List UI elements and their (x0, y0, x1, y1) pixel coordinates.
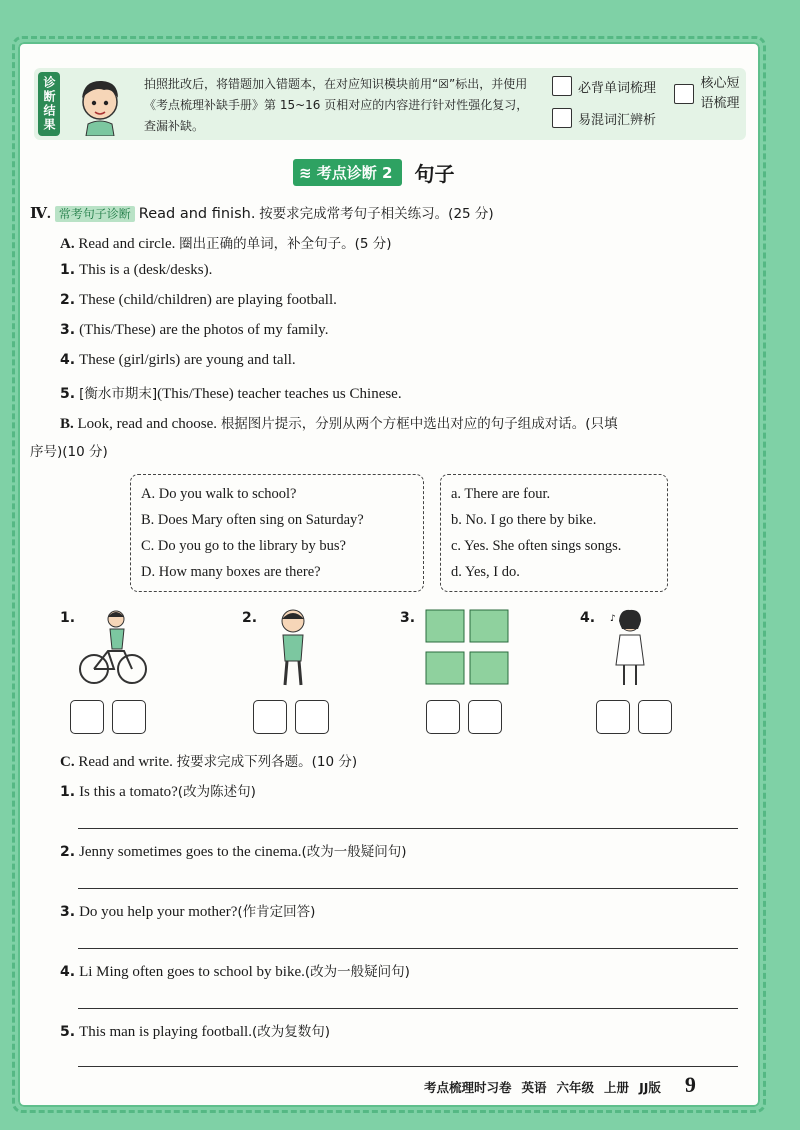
diagnosis-tag: 诊断结果 (38, 72, 60, 136)
page-number: 9 (684, 1072, 696, 1097)
part-c-item-3: 3. Do you help your mother?(作肯定回答) (60, 904, 316, 920)
answer-line-3[interactable] (78, 948, 738, 949)
checkbox-must-words[interactable]: 必背单词梳理 (552, 76, 656, 96)
boy-avatar-icon (68, 72, 132, 136)
boy-walking-icon (273, 607, 313, 689)
picture-4-answer-boxes[interactable] (596, 700, 672, 734)
part-a-item-4: 4. These (girl/girls) are young and tall. (60, 352, 296, 368)
girl-singing-icon (608, 607, 652, 689)
footer-grade: 六年级 (556, 1080, 595, 1095)
part-c-item-5: 5. This man is playing football.(改为复数句) (60, 1024, 331, 1040)
part-c-heading: C. Read and write. 按要求完成下列各题。(10 分) (60, 754, 358, 770)
part-a-item-1: 1. This is a (desk/desks). (60, 262, 213, 278)
answer-c: c. Yes. She often sings songs. (451, 538, 622, 554)
part-a-item-3: 3. (This/These) are the photos of my family. (60, 322, 329, 338)
answer-d: d. Yes, I do. (451, 564, 520, 580)
answer-line-5[interactable] (78, 1066, 738, 1067)
question-tag: 常考句子诊断 (55, 206, 135, 222)
answer-a: a. There are four. (451, 486, 551, 502)
part-c-item-2: 2. Jenny sometimes goes to the cinema.(改为一般疑问句) (60, 844, 407, 860)
section-badge: ≋ 考点诊断 2 (293, 159, 402, 186)
footer-book: 考点梳理时习卷 (424, 1080, 512, 1095)
footer-subject: 英语 (521, 1080, 547, 1095)
part-c-item-4: 4. Li Ming often goes to school by bike.(改为一般疑问句) (60, 964, 410, 980)
core-phrases-label: 核心短语梳理 (700, 76, 740, 111)
worksheet-page (18, 42, 760, 1107)
picture-1-answer-boxes[interactable] (70, 700, 146, 734)
footer-edition: JJ版 (639, 1080, 661, 1095)
picture-3-number: 3. (400, 610, 416, 626)
svg-text:♪: ♪ (610, 614, 616, 624)
answer-line-4[interactable] (78, 1008, 738, 1009)
answer-line-1[interactable] (78, 828, 738, 829)
choice-d: D. How many boxes are there? (141, 564, 321, 580)
diagnosis-bar (34, 68, 746, 140)
checkbox-confusable-words[interactable]: 易混词汇辨析 (552, 108, 656, 128)
picture-2-answer-boxes[interactable] (253, 700, 329, 734)
part-b-heading: B. Look, read and choose. 根据图片提示，分别从两个方框中选出对应的句子组成对话。(只填 (60, 416, 618, 432)
part-b-heading-cont: 序号)(10 分) (30, 444, 108, 460)
picture-3-answer-boxes[interactable] (426, 700, 502, 734)
boy-on-bike-icon (78, 607, 148, 689)
checkbox-core-phrases[interactable] (674, 74, 740, 114)
four-boxes-icon (422, 604, 512, 690)
choice-b: B. Does Mary often sing on Saturday? (141, 512, 364, 528)
part-a-heading: A. Read and circle. 圈出正确的单词，补全句子。(5 分) (60, 236, 392, 252)
choices-left-box (130, 474, 424, 592)
question-4-title: Ⅳ. 常考句子诊断 Read and finish. 按要求完成常考句子相关练习。(25 分) (30, 206, 494, 222)
picture-4-number: 4. (580, 610, 596, 626)
section-title: 句子 (414, 162, 455, 186)
choice-a: A. Do you walk to school? (141, 486, 297, 502)
diagnosis-instructions: 拍照批改后，将错题加入错题本，在对应知识模块前用“☒”标出，并使用《考点梳理补缺手册》第 15~16 页相对应的内容进行针对性强化复习，查漏补缺。 (144, 77, 529, 133)
footer-term: 上册 (604, 1080, 630, 1095)
choices-right-box (440, 474, 668, 592)
picture-1-number: 1. (60, 610, 76, 626)
part-a-item-2: 2. These (child/children) are playing football. (60, 292, 337, 308)
part-c-item-1: 1. Is this a tomato?(改为陈述句) (60, 784, 256, 800)
choice-c: C. Do you go to the library by bus? (141, 538, 346, 554)
answer-b: b. No. I go there by bike. (451, 512, 597, 528)
answer-line-2[interactable] (78, 888, 738, 889)
part-a-item-5: 5. [衡水市期末](This/These) teacher teaches us Chinese. (60, 386, 402, 402)
picture-2-number: 2. (242, 610, 258, 626)
section-heading (293, 158, 454, 187)
page-footer (424, 1072, 696, 1098)
